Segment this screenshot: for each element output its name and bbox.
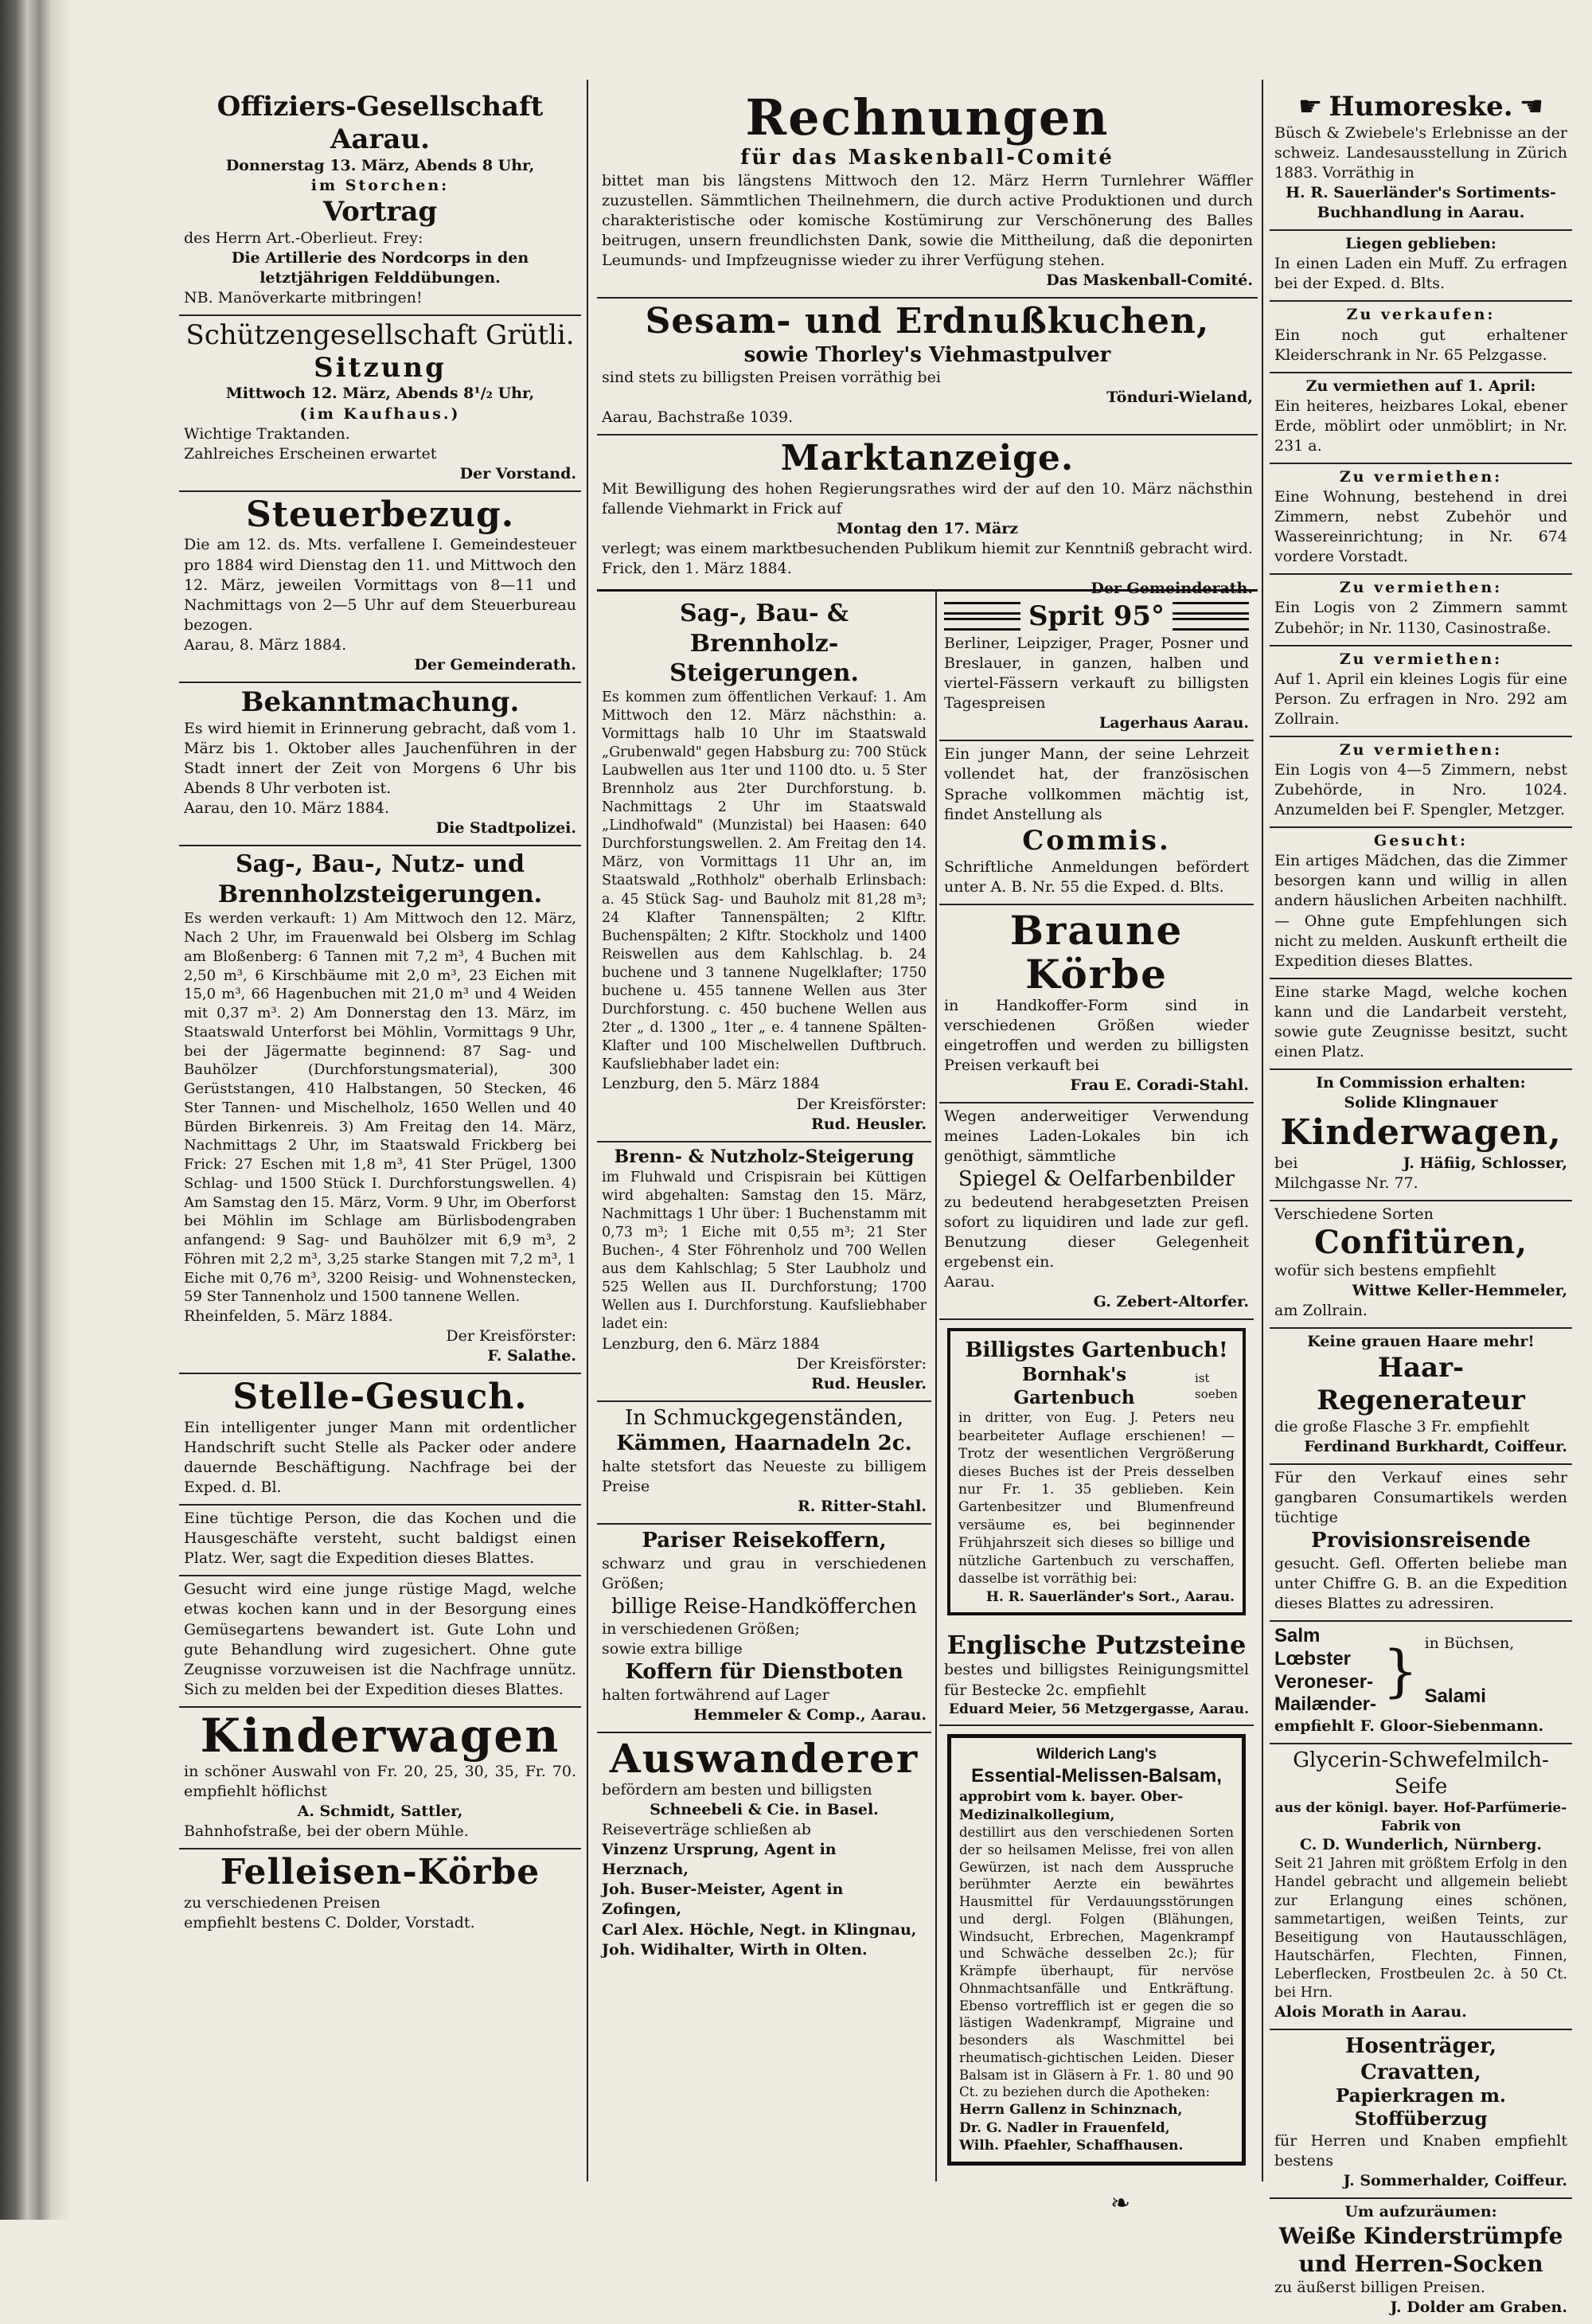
ad-vermiethen-5 xyxy=(1270,737,1572,828)
ornament-icon: ❧ xyxy=(1110,2189,1131,2217)
ad-body: Berliner, Leipziger, Prager, Posner und Breslauer, in ganzen, halben und viertel-Fässern verkauft zu billigsten Tagespreisen xyxy=(944,635,1249,713)
ad-signature: Frau E. Coradi-Stahl. xyxy=(1070,1076,1249,1094)
ad-title: Essential-Melissen-Balsam, xyxy=(971,1765,1222,1787)
sprit-header xyxy=(944,599,1249,634)
ad-body: Ein intelligenter junger Mann mit ordentlicher Handschrift sucht Stelle als Packer oder andere dauernde Beschäftigung. Nachfrage bei der Exped. d. Bl. xyxy=(184,1418,576,1497)
ad-marktanzeige xyxy=(597,436,1258,605)
ad-line: Donnerstag 13. März, Abends 8 Uhr, xyxy=(225,156,535,174)
ad-title: Sag-, Bau- & Brennholz-Steigerungen. xyxy=(669,600,859,687)
ad-sesam xyxy=(597,299,1258,436)
ad-title: Zu vermiethen: xyxy=(1339,467,1503,486)
ad-brenn-nutzholz xyxy=(597,1142,931,1402)
ad-title: Hosenträger, xyxy=(1344,2034,1497,2059)
ad-title: Stelle-Gesuch. xyxy=(232,1377,528,1418)
ad-title: Confitüren, xyxy=(1313,1224,1528,1262)
agent-line: Wilh. Pfaehler, Schaffhausen. xyxy=(959,2138,1184,2154)
ad-body: Eine Wohnung, bestehend in drei Zimmern, nebst Zubehör und Wassereinrichtung; in Nr. 674 vordere Vorstadt. xyxy=(1274,488,1567,566)
ad-date: Frick, den 1. März 1884. xyxy=(602,560,792,578)
ad-title: Sprit 95° xyxy=(1028,600,1165,632)
ad-bekanntmachung xyxy=(179,683,581,846)
ad-line: Um aufzuräumen: xyxy=(1344,2202,1497,2220)
ad-title: Bekanntmachung. xyxy=(240,685,520,718)
ad-subtitle: für das Maskenball-Comité xyxy=(740,146,1114,170)
ad-schmuck xyxy=(597,1402,931,1525)
ad-body: Büsch & Zwiebele's Erlebnisse an der schweiz. Landesausstellung in Zürich 1883. Vorräthig in xyxy=(1274,123,1567,182)
ad-title: Sag-, Bau-, Nutz- und Brennholzsteigerungen. xyxy=(217,850,543,908)
ad-haar-regenerateur xyxy=(1270,1329,1572,1465)
salm-right xyxy=(1425,1634,1567,1708)
ad-title: Englische Putzsteine xyxy=(946,1630,1247,1661)
agent-line: Carl Alex. Höchle, Negt. in Klingnau, xyxy=(602,1920,917,1939)
ad-line: Mittwoch 12. März, Abends 8¹/₂ Uhr, xyxy=(225,385,535,403)
ad-body: Eine tüchtige Person, die das Kochen und die Hausgeschäfte versteht, sucht baldigst einen Platz. Wer, sagt die Expedition dieses Blattes. xyxy=(184,1510,576,1568)
ad-body: die große Flasche 3 Fr. empfiehlt xyxy=(1274,1417,1530,1435)
ad-signature: A. Schmidt, Sattler, xyxy=(297,1802,463,1820)
ad-body: wofür sich bestens empfiehlt xyxy=(1274,1262,1496,1280)
ad-title: Kinderwagen xyxy=(200,1708,560,1763)
ad-date: Lenzburg, den 6. März 1884 xyxy=(602,1334,820,1353)
ad-signature: J. Sommerhalder, Coiffeur. xyxy=(1343,2171,1567,2189)
column-rule xyxy=(935,589,937,2181)
ad-body: in dritter, von Eug. J. Peters neu bearbeiteter Auflage erschienen! — Trotz der wesentlichen Vergrößerung dieses Buches ist der Preis desselben nur Fr. 1. 35 geblieben. Kein Gartenbesitzer und Blumenfreund versäume es, bei beginnender Frühjahrszeit sich dieses so billige und nützliche Gartenbuch zu verschaffen, dasselbe ist vorräthig bei: xyxy=(958,1410,1235,1588)
ad-signature: J. Dolder am Graben. xyxy=(1390,2299,1567,2317)
ad-braune-koerbe xyxy=(939,905,1254,1103)
ad-title: Zu verkaufen: xyxy=(1346,306,1496,324)
ad-holzsteigerung xyxy=(179,846,581,1374)
ad-head: Wilderich Lang's xyxy=(1036,1746,1157,1764)
ad-line: des Herrn Art.-Oberlieut. Frey: xyxy=(184,228,423,247)
ad-subtitle: Sitzung xyxy=(314,351,447,384)
ad-signature: Hemmeler & Comp., Aarau. xyxy=(693,1705,927,1724)
ad-steuerbezug xyxy=(179,492,581,683)
ad-subtitle: Kinderwagen, xyxy=(1280,1112,1562,1154)
ad-body: Wegen anderweitiger Verwendung meines Laden-Lokales bin ich genöthigt, sämmtliche xyxy=(944,1107,1249,1166)
ad-body: Ein heiteres, heizbares Lokal, ebener Erde, möblirt oder unmöblirt; in Nr. 231 a. xyxy=(1274,396,1567,455)
ad-body: Auf 1. April ein kleines Logis für eine Person. Zu erfragen in Nro. 292 am Zollrain. xyxy=(1274,670,1567,728)
ad-title: Marktanzeige. xyxy=(780,438,1075,479)
ad-line: sowie extra billige xyxy=(602,1640,743,1658)
ad-title: Pariser Reisekoffern, xyxy=(642,1529,887,1553)
ad-role: Der Kreisförster: xyxy=(446,1327,576,1346)
ad-liegen xyxy=(1270,231,1572,302)
ad-line: in Büchsen, xyxy=(1424,1635,1515,1653)
ad-offiziers xyxy=(179,88,581,316)
ad-body: Für den Verkauf eines sehr gangbaren Consumartikels werden tüchtige xyxy=(1274,1469,1567,1527)
ad-schuetzen xyxy=(179,316,581,492)
ad-title: Rechnungen xyxy=(745,88,1110,146)
ad-hosentraeger xyxy=(1270,2030,1572,2199)
ad-title: Zu vermiethen: xyxy=(1339,579,1503,597)
ad-subtitle: Vortrag xyxy=(322,195,438,228)
ad-body: Die am 12. ds. Mts. verfallene I. Gemeindesteuer pro 1884 wird Dienstag den 11. und Mittwoch den 12. März, jeweilen Vormittags von 8—11 und Nachmittags von 2—5 Uhr auf dem Steuerbureau bezogen. xyxy=(184,536,576,634)
ad-putzsteine xyxy=(939,1627,1254,1726)
salm-item: Lœbster xyxy=(1274,1647,1351,1670)
column-4 xyxy=(1270,88,1572,2317)
ad-signature: Schneebeli & Cie. in Basel. xyxy=(650,1801,879,1819)
ad-line: Salami xyxy=(1424,1685,1486,1708)
ad-signature: R. Ritter-Stahl. xyxy=(797,1497,927,1515)
ad-body: befördern am besten und billigsten xyxy=(602,1781,872,1799)
ad-glycerin xyxy=(1270,1744,1572,2030)
ad-felleisen xyxy=(179,1849,581,1939)
ad-kinderstruempfe xyxy=(1270,2199,1572,2324)
ad-line: (im Kaufhaus.) xyxy=(299,404,461,423)
ad-signature: Die Stadtpolizei. xyxy=(435,819,576,838)
ad-body: verlegt; was einem marktbesuchenden Publikum hiemit zur Kenntniß gebracht wird. xyxy=(602,540,1253,558)
agent-line: Dr. G. Nadler in Frauenfeld, xyxy=(959,2119,1170,2136)
ad-gesucht xyxy=(1270,828,1572,979)
ad-vermiethen-4 xyxy=(1270,646,1572,737)
ad-signature: Ferdinand Burkhardt, Coiffeur. xyxy=(1304,1438,1567,1456)
ad-line: NB. Manöverkarte mitbringen! xyxy=(184,288,423,307)
ad-title: Zu vermiethen: xyxy=(1339,650,1503,668)
ad-body: destillirt aus den verschiedenen Sorten der so heilsamen Melisse, frei von allen Gewürzen, ist nach dem Ausspruche berühmter Aerzte ein bewährtes Hausmittel für Verdauungsstörungen und dergl. Folgen (Blähungen, Windsucht, Erbrechen, Magenkrampf und Schwäche desselben 2c.); für Krämpfe überhaupt, für nervöse Ohnmachtsanfälle und Entkräftung. Ebenso vortrefflich ist er gegen die so lästigen Wadenkrampf, Migraine und besonders als Waschmittel bei rheumatisch-gichtischen Leiden. Dieser Balsam ist in Gläsern à Fr. 1. 80 und 90 Ct. zu beziehen durch die Apotheken: xyxy=(959,1825,1234,2100)
ad-signature: Eduard Meier, 56 Metzgergasse, Aarau. xyxy=(949,1701,1249,1717)
ad-date-highlight: Montag den 17. März xyxy=(836,520,1019,538)
column-rule xyxy=(1262,80,1263,2181)
ad-line: Wichtige Traktanden. xyxy=(184,424,350,443)
agent-line: Herrn Gallenz in Schinznach, xyxy=(959,2102,1183,2119)
ad-date: Aarau, den 10. März 1884. xyxy=(184,799,390,818)
ad-subtitle: Bornhak's Gartenbuch xyxy=(1013,1363,1135,1408)
ad-address: Aarau, Bachstraße 1039. xyxy=(602,408,794,427)
ad-address: Milchgasse Nr. 77. xyxy=(1274,1174,1418,1192)
ad-signature: H. R. Sauerländer's Sort., Aarau. xyxy=(985,1588,1235,1605)
brace-icon: } xyxy=(1383,1638,1418,1704)
newspaper-page xyxy=(76,64,1576,2317)
ad-signature: Lagerhaus Aarau. xyxy=(1098,714,1249,732)
ad-body: Ein Logis von 4—5 Zimmern, nebst Zubehörde, in Nro. 1024. Anzumelden bei F. Spengler, Metzger. xyxy=(1274,760,1567,819)
ad-title: Zu vermiethen auf 1. April: xyxy=(1305,377,1536,395)
ad-signature: H. R. Sauerländer's Sortiments-Buchhandlung in Aarau. xyxy=(1286,184,1556,222)
ad-title: Cravatten, xyxy=(1360,2060,1481,2084)
ad-body: im Fluhwald und Crispisrain bei Küttigen wird abgehalten: Samstag den 15. März, Nachmittags 1 Uhr über: 1 Buchenstamm mit 0,73 m³; 1 Eiche mit 0,55 m³; 21 Ster Buchen-, 4 Ster Föhrenholz und 700 Wellen aus dem Kahlschlag; 5 Ster Laubholz und 525 Wellen aus II. Durchforstung; 1700 Wellen aus I. Durchforstung. Kaufsliebhaber ladet ein: xyxy=(602,1169,927,1333)
ad-signature: Wittwe Keller-Hemmeler, xyxy=(1352,1282,1567,1300)
ad-sprit xyxy=(939,596,1254,741)
ad-line: Die Artillerie des Nordcorps in den letztjährigen Felddübungen. xyxy=(231,248,529,287)
ad-body: Es kommen zum öffentlichen Verkauf: 1. Am Mittwoch den 12. März nächsthin: a. Vormittags halb 10 Uhr im Staatswald „Grubenwald" gegen Habsburg zu: 700 Stück Laubwellen aus 1ter und 1100 dto. u. 5 Ster Brennholz aus 2ter Durchforstung. b. Nachmittags 2 Uhr im Staatswald „Lindhofwald" (Munzistal) bei Haasen: 640 Durchforstungswellen. 2. Am Freitag den 14. März, von Vormittags 11 Uhr an, im Staatswald „Rothholz" oberhalb Erlinsbach: a. 45 Stück Sag- und Bauholz mit 81,28 m³; 24 Klafter Tannenspälten; 2 Klftr. Buchenspälten; 2 Klftr. Stockholz und 1400 Reiswellen aus dem Kahlschlag. b. 24 buchene und 3 tannene Nugelklafter; 1750 buchene u. 455 tannene Wellen aus 3ter Durchforstung. c. 450 buchene Wellen aus 2ter „ d. 1300 „ 1ter „ e. 4 tannene Spälten-Klafter und 100 Mischelwellen Duftbruch. Kaufsliebhaber ladet ein: xyxy=(602,689,927,1073)
ad-line: aus der königl. bayer. Hof-Parfümerie-Fabrik von xyxy=(1274,1800,1567,1834)
rule-bars xyxy=(944,599,1020,634)
ad-spiegel xyxy=(939,1103,1254,1320)
ad-vermiethen-2 xyxy=(1270,464,1572,575)
kommission-sig-row xyxy=(1274,1154,1567,1174)
ad-starke-magd xyxy=(1270,979,1572,1070)
ad-vermiethen-1 xyxy=(1270,373,1572,464)
ad-line: Verschiedene Sorten xyxy=(1274,1205,1434,1223)
ad-title: Weiße Kinderstrümpfe und Herren-Socken xyxy=(1278,2222,1563,2277)
column-2 xyxy=(597,596,931,2166)
ad-title: Zu vermiethen: xyxy=(1339,740,1503,759)
ad-title: Gesucht: xyxy=(1374,832,1468,850)
ad-signature: Der Gemeinderath. xyxy=(414,655,576,674)
agent-line: Joh. Buser-Meister, Agent in Zofingen, xyxy=(602,1881,844,1919)
ad-role: Der Kreisförster: xyxy=(796,1095,927,1113)
pointing-hand-left-icon: ☚ xyxy=(1519,91,1544,123)
salm-row xyxy=(1274,1625,1567,1717)
ad-line: schwarz und grau in verschiedenen Größen; xyxy=(602,1554,927,1592)
ad-title: Felleisen-Körbe xyxy=(220,1851,540,1892)
ad-body: bestes und billigstes Reinigungsmittel für Bestecke 2c. empfiehlt xyxy=(944,1661,1249,1699)
ad-title: Steuerbezug. xyxy=(245,494,515,535)
ad-title: Brenn- & Nutzholz-Steigerung xyxy=(614,1146,915,1167)
ad-body: in schöner Auswahl von Fr. 20, 25, 30, 35, Fr. 70. empfiehlt höflichst xyxy=(184,1762,576,1800)
column-rule xyxy=(587,80,588,2181)
ad-title: Schützengesellschaft Grütli. xyxy=(185,318,575,351)
ad-line: zu verschiedenen Preisen xyxy=(184,1893,380,1912)
ad-subtitle: Kämmen, Haarnadeln 2c. xyxy=(616,1432,912,1456)
ad-line: bei xyxy=(1274,1154,1298,1172)
ad-body: Ein Logis von 2 Zimmern sammt Zubehör; in Nr. 1130, Casinostraße. xyxy=(1274,599,1567,637)
ad-line: Zahlreiches Erscheinen erwartet xyxy=(184,444,437,463)
ad-commis xyxy=(939,741,1254,904)
ad-address: Bahnhofstraße, bei der obern Mühle. xyxy=(184,1822,469,1840)
ad-vermiethen-3 xyxy=(1270,575,1572,646)
ad-body: Ein junger Mann, der seine Lehrzeit vollendet hat, der französischen Sprache vollkommen mächtig ist, findet Anstellung als xyxy=(944,745,1249,823)
ad-title: Haar-Regenerateur xyxy=(1317,1352,1525,1417)
ad-title: Provisionsreisende xyxy=(1311,1529,1531,1553)
ad-signature: Alois Morath in Aarau. xyxy=(1274,2003,1467,2021)
book-binding-edge xyxy=(0,0,72,2220)
column-3 xyxy=(939,596,1254,2166)
gartenbuch-box xyxy=(947,1328,1246,1615)
ad-title: In Commission erhalten: xyxy=(1316,1074,1526,1092)
ad-body: Mit Bewilligung des hohen Regierungsrathes wird der auf den 10. März nächsthin fallende Viehmarkt in Frick auf xyxy=(602,480,1253,518)
ad-provisionsreisende xyxy=(1270,1465,1572,1622)
ad-kinderwagen-kommission xyxy=(1270,1070,1572,1201)
ad-title: Braune Körbe xyxy=(1009,906,1184,998)
ad-body: Schriftliche Anmeldungen befördert unter A. B. Nr. 55 die Exped. d. Blts. xyxy=(944,857,1249,896)
ad-body: bittet man bis längstens Mittwoch den 12. März Herrn Turnlehrer Wäffler zuzustellen. Sämmtlichen Theilnehmern, die durch active Produktionen und durch charakteristische oder komische Kostümirung zur Verschönerung des Balles beitrugen, unsern freundlichsten Dank, sowie die Mittheilung, daß die deponirten Leumunds- und Impfzeugnisse wieder zu ihrer Verfügung stehen. xyxy=(602,171,1253,269)
ad-role: Der Kreisförster: xyxy=(796,1354,927,1373)
ad-body: Gesucht wird eine junge rüstige Magd, welche etwas kochen kann und in der Besorgung eines Gemüsegartens bewandert ist. Gute Lohn und gute Behandlung wird zugesichert. Ohne gute Zeugnisse vorzuweisen ist die Nachfrage unnütz. Sich zu melden bei der Expedition dieses Blattes. xyxy=(184,1580,576,1698)
ad-title: Offiziers-Gesellschaft Aarau. xyxy=(217,91,544,155)
ad-stelle-gesuch xyxy=(179,1374,581,1506)
ad-body: zu bedeutend herabgesetzten Preisen sofort zu liquidiren und lade zur gefl. Benutzung dieser Gelegenheit ergebenst ein. xyxy=(944,1193,1249,1271)
ad-subtitle: Koffern für Dienstboten xyxy=(625,1660,903,1685)
ad-title: In Schmuckgegenständen, xyxy=(625,1405,903,1430)
ad-melissen-balsam xyxy=(939,1726,1254,2177)
salm-item: Salm xyxy=(1274,1625,1321,1647)
ad-body: halte stetsfort das Neueste zu billigem Preise xyxy=(602,1457,927,1495)
gartenbuch-header xyxy=(958,1363,1238,1410)
ad-subtitle: billige Reise-Handköfferchen xyxy=(611,1594,917,1619)
rule-bars xyxy=(1173,599,1249,634)
ad-body: sind stets zu billigsten Preisen vorräthig bei xyxy=(602,369,941,387)
ad-magd xyxy=(179,1576,581,1707)
ad-body: in Handkoffer-Form sind in verschiedenen Größen wieder eingetroffen und werden zu billigsten Preisen verkauft bei xyxy=(944,996,1249,1074)
ad-body: Es wird hiemit in Erinnerung gebracht, daß vom 1. März bis 1. Oktober alles Jauchenführen in der Stadt innert der Zeit von Morgens 6 Uhr bis Abends 8 Uhr verboten ist. xyxy=(184,719,576,798)
ad-pariser-koffern xyxy=(597,1525,931,1733)
ad-signature: Tönduri-Wieland, xyxy=(1106,389,1253,407)
ad-signature: Das Maskenball-Comité. xyxy=(1046,271,1253,290)
ad-signature: Der Vorstand. xyxy=(459,464,576,482)
ad-signature: empfiehlt F. Gloor-Siebenmann. xyxy=(1274,1717,1544,1736)
ad-address: am Zollrain. xyxy=(1274,1302,1368,1320)
ad-title: Spiegel & Oelfarbenbilder xyxy=(958,1167,1235,1192)
salm-item: Mailænder- xyxy=(1274,1693,1377,1716)
ad-line: in verschiedenen Größen; xyxy=(602,1620,800,1639)
ad-line: halten fortwährend auf Lager xyxy=(602,1685,829,1704)
ad-auswanderer xyxy=(597,1733,931,1967)
ad-line: Solide Klingnauer xyxy=(1344,1094,1498,1112)
ad-subtitle: sowie Thorley's Viehmastpulver xyxy=(743,342,1111,367)
ad-signature: Rud. Heusler. xyxy=(811,1115,927,1133)
ad-signature: C. D. Wunderlich, Nürnberg. xyxy=(1300,1836,1542,1854)
ad-body: für Herren und Knaben empfiehlt bestens xyxy=(1274,2131,1567,2170)
melissen-box xyxy=(947,1734,1246,2166)
salm-item: Veroneser- xyxy=(1274,1670,1374,1693)
ad-line: empfiehlt bestens C. Dolder, Vorstadt. xyxy=(184,1913,475,1931)
pointing-hand-right-icon: ☛ xyxy=(1297,91,1323,123)
ad-body: Es werden verkauft: 1) Am Mittwoch den 12. März, Nach 2 Uhr, im Frauenwald bei Olsberg im Schlag am Bloßenberg: 6 Tannen mit 7,2 m³, 4 Buchen mit 2,50 m³, 6 Kirschbäume mit 2,0 m³, 23 Eichen mit 15,0 m³, 66 Hagenbuchen mit 21,0 m³ und 4 Weiden mit 0,37 m³. 2) Am Donnerstag den 13. März, im Staatswald Unterforst bei Möhlin, Vormittags 9 Uhr, bei der Jägermatte beginnend: 87 Sag- und Bauhölzer (Durchforstungsmaterial), 300 Gerüststangen, 410 Halbstangen, 50 Stecken, 46 Ster Tannen- und Mischelholz, 1650 Wellen und 40 Bürden Birkenreis. 3) Am Freitag den 14. März, Nachmittags 2 Uhr, im Staatswald Frickberg bei Frick: 27 Eschen mit 1,8 m³, 41 Ster Prügel, 1300 Schlag- und 1500 Stück I. Durchforstungswellen. 4) Am Samstag den 15. März, Vorm. 9 Uhr, im Oberforst bei Möhlin im Schlage am Bürlisbodengraben anfangend: 9 Sag- und Bauhölzer mit 6,9 m³, 2 Föhren mit 2,2 m³, 3,25 starke Stangen mit 7,2 m³, 1 Eiche mit 0,76 m³, 3200 Reisig- und Wohnenstecken, 59 Ster Tannenholz und 1500 tannene Wellen. xyxy=(184,910,576,1306)
ad-body: gesucht. Gefl. Offerten beliebe man unter Chiffre G. B. an die Expedition dieses Blattes zu adressiren. xyxy=(1274,1554,1567,1613)
ad-line: Reiseverträge schließen ab xyxy=(602,1821,811,1839)
ad-signature: G. Zebert-Altorfer. xyxy=(1093,1293,1249,1311)
ad-title: Billigstes Gartenbuch! xyxy=(965,1338,1228,1363)
ad-humoreske xyxy=(1270,88,1572,231)
ad-place: Aarau. xyxy=(944,1273,995,1291)
ad-signature: Der Gemeinderath. xyxy=(1091,580,1253,598)
ad-kinderwagen-schmidt xyxy=(179,1708,581,1849)
agent-line: Joh. Widihalter, Wirth in Olten. xyxy=(602,1940,868,1959)
ad-title: Auswanderer xyxy=(609,1735,919,1783)
section-divider xyxy=(597,589,1258,592)
ad-side-note: ist soeben xyxy=(1195,1370,1238,1401)
humoreske-header xyxy=(1274,91,1567,123)
ad-gartenbuch xyxy=(939,1320,1254,1627)
ad-line: Keine grauen Haare mehr! xyxy=(1307,1333,1535,1351)
ad-line: im Storchen: xyxy=(310,176,450,194)
ad-confitueren xyxy=(1270,1201,1572,1329)
salm-list xyxy=(1274,1625,1376,1717)
column-1 xyxy=(179,88,581,2166)
ad-body: Ein noch gut erhaltener Kleiderschrank in Nr. 65 Pelzgasse. xyxy=(1274,326,1567,364)
ad-body: zu äußerst billigen Preisen. xyxy=(1274,2278,1485,2296)
ad-date: Rheinfelden, 5. März 1884. xyxy=(184,1307,393,1325)
ad-title: Glycerin-Schwefelmilch-Seife xyxy=(1293,1748,1549,1799)
ad-signature: J. Häfiig, Schlosser, xyxy=(1403,1154,1567,1172)
ad-date: Lenzburg, den 5. März 1884 xyxy=(602,1075,820,1093)
ad-rechnungen xyxy=(597,88,1258,299)
ad-signature: F. Salathe. xyxy=(487,1347,576,1365)
ad-date: Aarau, 8. März 1884. xyxy=(184,635,347,654)
ad-title: Commis. xyxy=(1022,824,1171,857)
ad-verkaufen xyxy=(1270,302,1572,373)
agent-line: Vinzenz Ursprung, Agent in Herznach, xyxy=(602,1841,837,1879)
ad-title: Sesam- und Erdnußkuchen, xyxy=(645,301,1210,342)
ad-body: In einen Laden ein Muff. Zu erfragen bei der Exped. d. Blts. xyxy=(1274,255,1567,293)
ad-sag-bau-brennholz xyxy=(597,596,931,1142)
wide-top-section xyxy=(597,88,1258,597)
ad-title: Liegen geblieben: xyxy=(1345,235,1496,253)
ad-body: Eine starke Magd, welche kochen kann und die Landarbeit versteht, sowie gute Zeugnisse besitzt, sucht einen Platz. xyxy=(1274,982,1567,1060)
ad-signature: Rud. Heusler. xyxy=(811,1374,927,1392)
ad-title: Papierkragen m. Stoffüberzug xyxy=(1336,2085,1506,2130)
ad-title: Humoreske. xyxy=(1329,91,1513,123)
ad-line: approbirt vom k. bayer. Ober-Medizinalkollegium, xyxy=(959,1789,1184,1823)
ad-body: Ein artiges Mädchen, das die Zimmer besorgen kann und willig in allen andern häuslichen Arbeiten nachhilft. — Ohne gute Empfehlungen sich nicht zu melden. Auskunft ertheilt die Expedition dieses Blattes. xyxy=(1274,852,1567,970)
ad-salm xyxy=(1270,1622,1572,1744)
ad-body: Seit 21 Jahren mit größtem Erfolg in den Handel gebracht und allgemein beliebt zur Erlangung eines schönen, sammetartigen, weißen Teints, zur Beseitigung von Hautausschlägen, Hautschärfen, Flechten, Finnen, Leberflecken, Frostbeulen 2c. à 50 Ct. bei Hrn. xyxy=(1274,1856,1567,2001)
ad-person xyxy=(179,1506,581,1576)
